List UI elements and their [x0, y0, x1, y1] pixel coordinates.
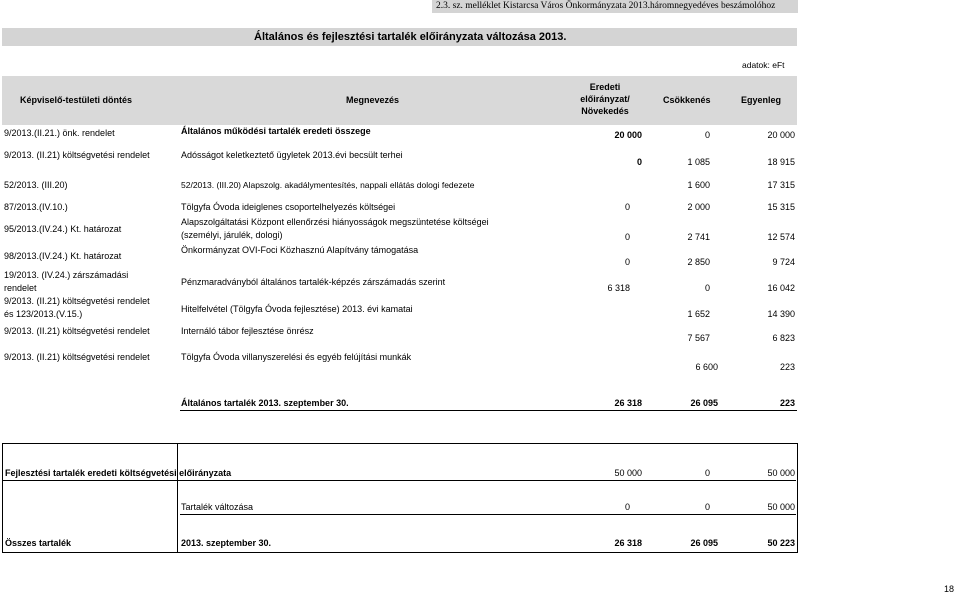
col-header-name: Megnevezés	[346, 95, 400, 105]
row5-original: 0	[624, 257, 630, 267]
row7-decrease: 1 652	[687, 309, 710, 319]
row7-decision: 9/2013. (II.21) költségvetési rendelet	[4, 296, 150, 306]
row0-decision: 9/2013.(II.21.) önk. rendelet	[4, 128, 115, 138]
total-label: Összes tartalék	[5, 538, 72, 548]
bottom-summary-box	[2, 443, 798, 553]
row6-original: 6 318	[607, 283, 630, 293]
dev-reserve-underline	[3, 480, 796, 481]
total-decrease: 26 095	[690, 538, 718, 548]
unit-note: adatok: eFt	[742, 60, 785, 70]
row8-decrease: 7 567	[687, 333, 710, 343]
row4-original: 0	[624, 232, 630, 242]
row4-name2: (személyi, járulék, dologi)	[181, 230, 283, 240]
col-header-original: Eredeti előirányzat/ Növekedés	[580, 82, 630, 116]
row9-name: Tölgyfa Óvoda villanyszerelési és egyéb felújítási munkák	[181, 352, 412, 362]
header-note: 2.3. sz. melléklet Kistarcsa Város Önkormányzata 2013.háromnegyedéves beszámolóhoz	[436, 1, 776, 11]
general-total-label: Általános tartalék 2013. szeptember 30.	[181, 398, 349, 408]
row3-decrease: 2 000	[687, 202, 710, 212]
dev-reserve-original: 50 000	[614, 468, 642, 478]
row4-balance: 12 574	[767, 232, 795, 242]
page-title: Általános és fejlesztési tartalék előirányzata változása 2013.	[254, 31, 567, 43]
row2-name: 52/2013. (III.20) Alapszolg. akadálymentesítés, nappali ellátás dologi fedezete	[181, 180, 475, 190]
row2-decrease: 1 600	[687, 180, 710, 190]
row5-decrease: 2 850	[687, 257, 710, 267]
row1-balance: 18 915	[767, 157, 795, 167]
reserve-change-decrease: 0	[704, 502, 710, 512]
row9-decision: 9/2013. (II.21) költségvetési rendelet	[4, 352, 150, 362]
row6-balance: 16 042	[767, 283, 795, 293]
row7-name: Hitelfelvétel (Tölgyfa Óvoda fejlesztése) 2013. évi kamatai	[181, 304, 413, 314]
general-total-balance: 223	[779, 398, 795, 408]
col-header-decrease: Csökkenés	[663, 95, 711, 105]
general-total-underline	[180, 410, 797, 411]
row4-name: Alapszolgáltatási Központ ellenőrzési hiányosságok megszüntetése költségei	[181, 217, 489, 227]
row6-decision2: rendelet	[4, 283, 37, 293]
row6-decision: 19/2013. (IV.24.) zárszámadási	[4, 270, 129, 280]
row5-decision: 98/2013.(IV.24.) Kt. határozat	[4, 251, 122, 261]
row1-decision: 9/2013. (II.21) költségvetési rendelet	[4, 150, 150, 160]
row0-original: 20 000	[614, 130, 642, 140]
row9-decrease: 6 600	[695, 362, 718, 372]
row8-balance: 6 823	[772, 333, 795, 343]
row3-original: 0	[624, 202, 630, 212]
total-date: 2013. szeptember 30.	[181, 538, 272, 548]
row9-balance: 223	[779, 362, 795, 372]
row8-name: Internáló tábor fejlesztése önrész	[181, 326, 314, 336]
row1-name: Adósságot keletkeztető ügyletek 2013.évi becsült terhei	[181, 150, 403, 160]
row7-decision2: és 123/2013.(V.15.)	[4, 309, 83, 319]
row6-decrease: 0	[704, 283, 710, 293]
bottom-box-divider	[177, 443, 178, 552]
row4-decision: 95/2013.(IV.24.) Kt. határozat	[4, 224, 122, 234]
row7-balance: 14 390	[767, 309, 795, 319]
dev-reserve-balance: 50 000	[767, 468, 795, 478]
general-total-original: 26 318	[614, 398, 642, 408]
row2-decision: 52/2013. (III.20)	[4, 180, 68, 190]
row3-name: Tölgyfa Óvoda ideiglenes csoportelhelyezés költségei	[181, 202, 396, 212]
reserve-change-balance: 50 000	[767, 502, 795, 512]
col-header-decision: Képviselő-testületi döntés	[20, 95, 133, 105]
row0-balance: 20 000	[767, 130, 795, 140]
row2-balance: 17 315	[767, 180, 795, 190]
row5-name: Önkormányzat OVI-Foci Közhasznú Alapítvány támogatása	[181, 245, 419, 255]
reserve-change-label: Tartalék változása	[181, 502, 254, 512]
row0-name: Általános működési tartalék eredeti összege	[181, 126, 371, 136]
page-number: 18	[943, 584, 954, 594]
row6-name: Pénzmaradványból általános tartalék-képzés zárszámadás szerint	[181, 277, 446, 287]
row0-decrease: 0	[704, 130, 710, 140]
general-total-decrease: 26 095	[690, 398, 718, 408]
reserve-change-underline	[180, 514, 796, 515]
col-header-balance: Egyenleg	[741, 95, 782, 105]
total-balance: 50 223	[767, 538, 795, 548]
total-original: 26 318	[614, 538, 642, 548]
row4-decrease: 2 741	[687, 232, 710, 242]
row3-decision: 87/2013.(IV.10.)	[4, 202, 68, 212]
row1-original: 0	[636, 157, 642, 167]
row8-decision: 9/2013. (II.21) költségvetési rendelet	[4, 326, 150, 336]
row5-balance: 9 724	[772, 257, 795, 267]
row1-decrease: 1 085	[687, 157, 710, 167]
row3-balance: 15 315	[767, 202, 795, 212]
reserve-change-original: 0	[624, 502, 630, 512]
dev-reserve-label: Fejlesztési tartalék eredeti költségvetési előirányzata	[5, 468, 232, 478]
dev-reserve-decrease: 0	[704, 468, 710, 478]
